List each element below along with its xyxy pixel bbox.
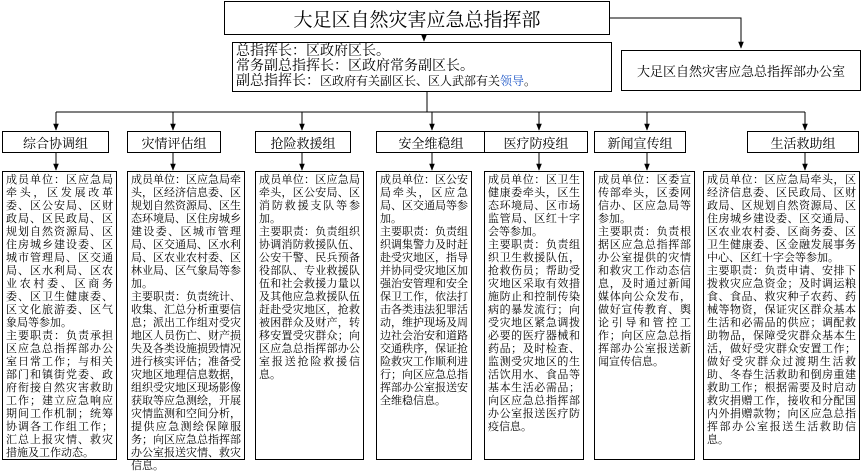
group-body-security bbox=[376, 171, 472, 460]
deputy-link[interactable]: 领导 bbox=[500, 74, 525, 88]
group-units: 成员单位：区应急局牵头，区经济信息委、区民政局、区财政局、区规划自然资源局、区住房城乡建设委、区交通局、区农业农村委、区商务委、区卫生健康委、区金融发展事务中心、区红十字会等参加。 bbox=[707, 173, 856, 264]
group-name: 医疗防疫组 bbox=[503, 136, 569, 152]
group-body-rescue bbox=[255, 171, 364, 460]
group-units: 成员单位：区卫生健康委牵头，区生态环境局、区市场监管局、区红十字会等参加。 bbox=[488, 173, 580, 238]
group-header-relief bbox=[747, 131, 859, 153]
group-duties: 主要职责：负责根据区应急总指挥部办公室提供的灾情和救灾工作动态信息，及时通过新闻媒体向公众发布，做好宣传教育、舆论引导和管控工作；向区应急总指挥部办公室报送新闻宣传信息。 bbox=[598, 225, 691, 368]
group-duties: 主要职责：负责统计、收集、汇总分析重要信息；派出工作组对受灾地区人员伤亡、财产损失及各类设施损毁情况进行核实评估；准备受灾地区地理信息数据，组织受灾地区现场影像获取等应急测绘，开展灾情监测和空间分析，提供应急测绘保障服务；向区应急总指挥部办公室报送灾情、救灾信息。 bbox=[131, 290, 241, 472]
group-name: 生活救助组 bbox=[770, 136, 836, 152]
group-name: 新闻宣传组 bbox=[607, 136, 673, 152]
group-name: 安全维稳组 bbox=[398, 136, 464, 152]
office-box bbox=[621, 50, 861, 91]
group-units: 成员单位：区应急局牵头，区公安局、区消防救援支队等参加。 bbox=[259, 173, 360, 225]
group-name: 综合协调组 bbox=[22, 136, 88, 152]
deputy-line bbox=[236, 74, 608, 89]
group-duties: 主要职责：负责组织调集警力及时赶赴受灾地区，指导并协同受灾地区加强治安管理和安全保卫工作，依法打击各类违法犯罪活动，维护现场及周边社会治安和道路交通秩序，保证抢险救灾工作顺利进行；向区应急总指挥部办公室报送安全维稳信息。 bbox=[380, 225, 468, 407]
exec-deputy-label: 常务副总指挥长： bbox=[236, 58, 348, 74]
exec-deputy-line bbox=[236, 59, 608, 74]
office-label: 大足区自然灾害应急总指挥部办公室 bbox=[636, 65, 845, 80]
group-units: 成员单位：区公安局牵头，区应急局、区交通局等参加。 bbox=[380, 173, 468, 225]
group-duties: 主要职责：负责承担区应急总指挥部办公室日常工作；与相关部门和镇街党委、政府衔接自然灾害救助工作；建立应急响应期间工作机制；统筹协调各工作组工作；汇总上报灾情、救灾措施及工作动态。 bbox=[6, 329, 113, 459]
leaders-box bbox=[232, 42, 612, 92]
commander-label: 总指挥长： bbox=[236, 43, 306, 59]
group-header-assessment bbox=[127, 131, 221, 153]
group-header-coordination bbox=[2, 131, 109, 153]
headquarters-title-box bbox=[224, 1, 610, 35]
group-header-security bbox=[376, 131, 486, 153]
group-units: 成员单位：区委宣传部牵头，区委网信办、区应急局等参加。 bbox=[598, 173, 691, 225]
deputy-value: 区政府有关副区长、区人武部有关 bbox=[320, 74, 501, 88]
exec-deputy-value: 区政府常务副区长。 bbox=[348, 58, 474, 74]
group-units: 成员单位：区应急局牵头，区经济信息委、区规划自然资源局、区生态环境局、区住房城乡建设委、区城市管理局、区交通局、区水利局、区农业农村委、区林业局、区气象局等参加。 bbox=[131, 173, 241, 290]
group-name: 灾情评估组 bbox=[141, 136, 207, 152]
group-duties: 主要职责：负责组织卫生救援队伍，抢救伤员；帮助受灾地区采取有效措施防止和控制传染病的暴发流行；向受灾地区紧急调拨必要的医疗器械和药品；及时检查、监测受灾地区的生活饮用水、食品等基本生活必需品；向区应急总指挥部办公室报送医疗防疫信息。 bbox=[488, 238, 580, 433]
group-body-publicity bbox=[594, 171, 695, 460]
group-units: 成员单位：区应急局牵头，区发展改革委、区公安局、区财政局、区民政局、区规划自然资源局、区住房城乡建设委、区城市管理局、区交通局、区水利局、区农业农村委、区商务委、区卫生健康委、区文化旅游委、区气象局等参加。 bbox=[6, 173, 113, 329]
deputy-end: 。 bbox=[524, 74, 537, 88]
group-header-medical bbox=[484, 131, 588, 153]
group-header-publicity bbox=[594, 131, 686, 153]
headquarters-title: 大足区自然灾害应急总指挥部 bbox=[293, 8, 541, 31]
group-body-coordination bbox=[2, 171, 117, 460]
group-duties: 主要职责：负责申请、安排下拨救灾应急资金；及时调运粮食、食品、救灾种子农药、药械等物资，保证灾区群众基本生活和必需品的供应；调配救助物品，保障受灾群众基本生活，做好受灾群众安置工作；做好受灾群众过渡期生活救助、冬春生活救助和倒房重建救助工作；根据需要及时启动救灾捐赠工作，接收和分配国内外捐赠款物；向区应急总指挥部办公室报送生活救助信息。 bbox=[707, 264, 856, 446]
group-body-medical bbox=[484, 171, 584, 460]
group-body-assessment bbox=[127, 171, 245, 472]
deputy-label: 副总指挥长： bbox=[236, 73, 320, 89]
group-name: 抢险救援组 bbox=[270, 136, 336, 152]
group-duties: 主要职责：负责组织协调消防救援队伍、公安干警、民兵预备役部队、专业救援队伍和社会救援力量以及其他应急救援队伍赶赴受灾地区，抢救被困群众及财产，转移安置受灾群众；向区应急总指挥部办公室报送抢险救援信息。 bbox=[259, 225, 360, 381]
commander-value: 区政府区长。 bbox=[306, 43, 390, 59]
commander-line bbox=[236, 44, 608, 59]
group-body-relief bbox=[703, 171, 860, 460]
group-header-rescue bbox=[255, 131, 351, 153]
